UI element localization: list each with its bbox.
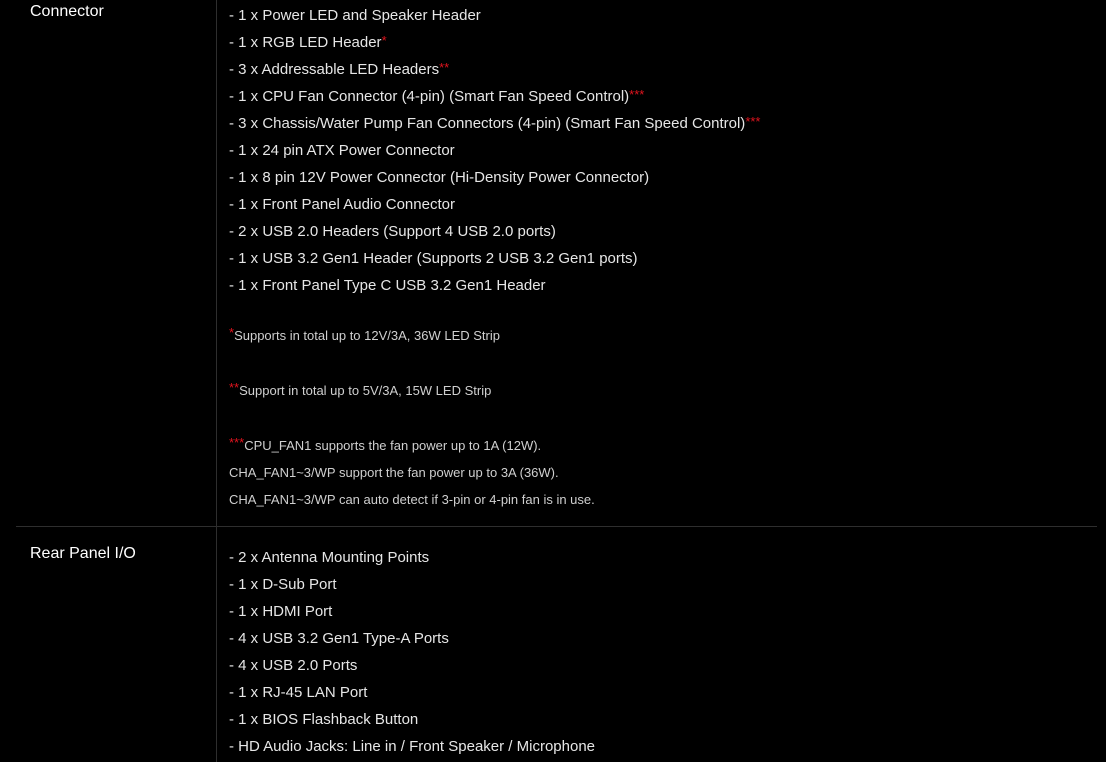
list-item: - 1 x Front Panel Audio Connector [229, 196, 455, 213]
list-item: - 1 x RGB LED Header* [229, 33, 387, 51]
column-divider [216, 0, 217, 762]
footnote-mark: *** [745, 114, 761, 129]
list-item: - 1 x 8 pin 12V Power Connector (Hi-Density Power Connector) [229, 169, 650, 186]
list-item: - 3 x Chassis/Water Pump Fan Connectors (4-pin) (Smart Fan Speed Control)*** [229, 114, 761, 132]
rear-panel-list [229, 544, 595, 760]
list-item: - 1 x USB 3.2 Gen1 Header (Supports 2 USB 3.2 Gen1 ports) [229, 250, 638, 267]
footnote-cha-fan-detect: CHA_FAN1~3/WP can auto detect if 3-pin or 4-pin fan is in use. [229, 492, 595, 507]
list-item: - 4 x USB 3.2 Gen1 Type-A Ports [229, 630, 449, 647]
footnote-argb: **Support in total up to 5V/3A, 15W LED Strip [229, 380, 492, 398]
rear-panel-label: Rear Panel I/O [30, 545, 136, 562]
list-item: - HD Audio Jacks: Line in / Front Speaker / Microphone [229, 738, 596, 755]
list-item: - 1 x D-Sub Port [229, 576, 337, 593]
footnote-mark: ** [439, 60, 450, 75]
list-item: - 3 x Addressable LED Headers** [229, 60, 450, 78]
connector-footnotes [229, 322, 595, 513]
list-item: - 2 x USB 2.0 Headers (Support 4 USB 2.0 ports) [229, 223, 556, 240]
footnote-fan: ***CPU_FAN1 supports the fan power up to 1A (12W). [229, 435, 542, 453]
footnote-mark: * [381, 33, 387, 48]
list-item: - 1 x HDMI Port [229, 603, 333, 620]
connector-list [229, 2, 761, 299]
list-item: - 1 x RJ-45 LAN Port [229, 684, 368, 701]
footnote-cha-fan-power: CHA_FAN1~3/WP support the fan power up to 3A (36W). [229, 465, 559, 480]
list-item: - 1 x BIOS Flashback Button [229, 711, 419, 728]
list-item: - 1 x Front Panel Type C USB 3.2 Gen1 Header [229, 277, 546, 294]
list-item: - 1 x CPU Fan Connector (4-pin) (Smart Fan Speed Control)*** [229, 87, 645, 105]
list-item: - 1 x 24 pin ATX Power Connector [229, 142, 455, 159]
connector-label: Connector [30, 3, 104, 20]
list-item: - 1 x Power LED and Speaker Header [229, 7, 481, 24]
row-divider [16, 526, 1097, 527]
footnote-mark: *** [629, 87, 645, 102]
list-item: - 4 x USB 2.0 Ports [229, 657, 358, 674]
footnote-rgb: *Supports in total up to 12V/3A, 36W LED Strip [229, 325, 500, 343]
list-item: - 2 x Antenna Mounting Points [229, 549, 430, 566]
